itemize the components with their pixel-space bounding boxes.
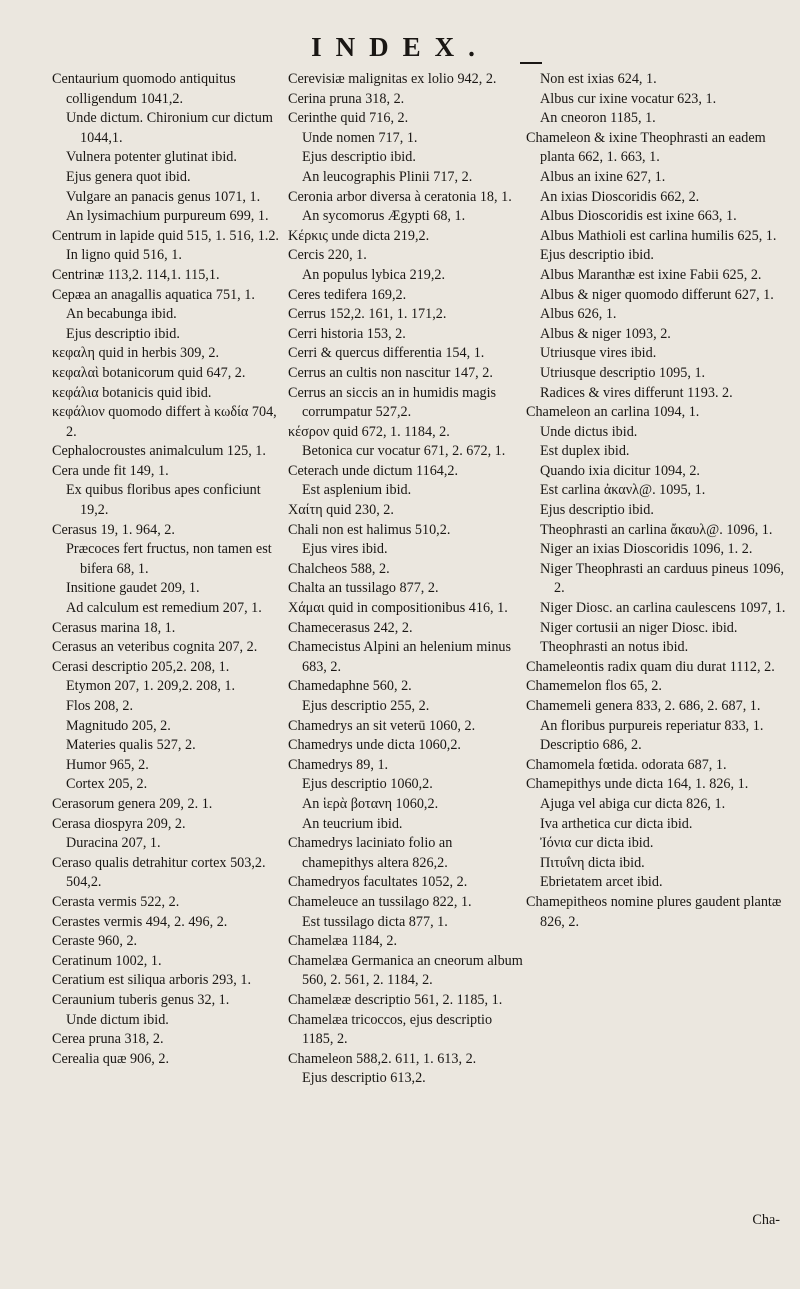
index-subentry: Ejus descriptio 1060,2. bbox=[302, 776, 433, 793]
index-entry: Chameleontis radix quam diu durat 1112, 2. bbox=[526, 658, 775, 675]
index-subentry: Ad calculum est remedium 207, 1. bbox=[66, 600, 262, 617]
index-entry: κεφαλη quid in herbis 309, 2. bbox=[52, 345, 220, 362]
index-entry: Cepæa an anagallis aquatica 751, 1. bbox=[52, 286, 255, 303]
index-entry: Ceraste 960, 2. bbox=[52, 933, 138, 950]
index-subentry: Albus 626, 1. bbox=[540, 306, 617, 323]
index-subentry: Quando ixia dicitur 1094, 2. bbox=[540, 462, 700, 479]
index-subentry: Materies qualis 527, 2. bbox=[66, 737, 196, 754]
index-subentry: Humor 965, 2. bbox=[66, 756, 149, 773]
index-subentry: Radices & vires differunt 1193. 2. bbox=[540, 384, 733, 401]
index-entry: Cerasi descriptio 205,2. 208, 1. bbox=[52, 658, 230, 675]
index-entry: Chamelæa Germanica an cneorum album 560, 2. 561, 2. 1184, 2. bbox=[288, 952, 523, 989]
index-subentry: Utriusque vires ibid. bbox=[540, 345, 657, 362]
index-subentry: Albus Maranthæ est ixine Fabii 625, 2. bbox=[540, 266, 762, 283]
index-entry: Chameleon & ixine Theophrasti an eadem planta 662, 1. 663, 1. bbox=[526, 129, 766, 166]
index-subentry: Albus cur ixine vocatur 623, 1. bbox=[540, 90, 717, 107]
index-entry: Cerri historia 153, 2. bbox=[288, 325, 406, 342]
index-entry: Cephalocroustes animalculum 125, 1. bbox=[52, 443, 266, 460]
index-entry: Ceraunium tuberis genus 32, 1. bbox=[52, 991, 230, 1008]
index-subentry: An cneoron 1185, 1. bbox=[540, 110, 656, 127]
title-rule bbox=[520, 62, 542, 64]
index-subentry: Ejus descriptio ibid. bbox=[540, 502, 654, 519]
index-entry: Chali non est halimus 510,2. bbox=[288, 521, 451, 538]
index-entry: Cerasus marina 18, 1. bbox=[52, 619, 176, 636]
index-entry: Cerina pruna 318, 2. bbox=[288, 90, 405, 107]
index-subentry: Est asplenium ibid. bbox=[302, 482, 412, 499]
index-entry: Centrinæ 113,2. 114,1. 115,1. bbox=[52, 266, 220, 283]
index-subentry: Unde nomen 717, 1. bbox=[302, 129, 418, 146]
index-subentry: Ejus descriptio ibid. bbox=[302, 149, 416, 166]
index-entry: Chamedrys unde dicta 1060,2. bbox=[288, 737, 461, 754]
index-entry: Ceraso qualis detrahitur cortex 503,2. 504,2. bbox=[52, 854, 266, 891]
index-subentry: An populus lybica 219,2. bbox=[302, 266, 446, 283]
index-entry: Cerrus an cultis non nascitur 147, 2. bbox=[288, 364, 493, 381]
index-subentry: Ejus vires ibid. bbox=[302, 541, 388, 558]
index-entry: Chamedryos facultates 1052, 2. bbox=[288, 874, 468, 891]
index-subentry: Cortex 205, 2. bbox=[66, 776, 148, 793]
index-subentry: Insitione gaudet 209, 1. bbox=[66, 580, 200, 597]
index-entry: Ceratium est siliqua arboris 293, 1. bbox=[52, 972, 251, 989]
index-entry: Cerasa diospyra 209, 2. bbox=[52, 815, 186, 832]
index-entry: Cerasus an veteribus cognita 207, 2. bbox=[52, 639, 258, 656]
index-subentry: Albus & niger 1093, 2. bbox=[540, 325, 671, 342]
index-entry: Centrum in lapide quid 515, 1. 516, 1.2. bbox=[52, 227, 279, 244]
index-subentry: Est duplex ibid. bbox=[540, 443, 630, 460]
index-subentry: Unde dictum ibid. bbox=[66, 1011, 169, 1028]
index-entry: Cerasorum genera 209, 2. 1. bbox=[52, 795, 213, 812]
index-entry: Chamedrys laciniato folio an chamepithys altera 826,2. bbox=[288, 835, 453, 871]
index-subentry: Ex quibus floribus apes conficiunt 19,2. bbox=[66, 482, 261, 519]
index-subentry: An floribus purpureis reperiatur 833, 1. bbox=[540, 717, 764, 734]
index-subentry: Est tussilago dicta 877, 1. bbox=[302, 913, 448, 930]
index-subentry: Etymon 207, 1. 209,2. 208, 1. bbox=[66, 678, 236, 695]
index-subentry: An teucrium ibid. bbox=[302, 815, 403, 832]
index-entry: Cera unde fit 149, 1. bbox=[52, 462, 169, 479]
index-entry: κεφάλιον quomodo differt à κωδία 704, 2. bbox=[52, 404, 277, 440]
index-column-1 bbox=[52, 70, 288, 1240]
index-entry: Chamelæa 1184, 2. bbox=[288, 933, 398, 950]
index-subentry: Ajuga vel abiga cur dicta 826, 1. bbox=[540, 795, 726, 812]
index-entry: Ceterach unde dictum 1164,2. bbox=[288, 462, 459, 479]
index-subentry: Duracina 207, 1. bbox=[66, 835, 161, 852]
index-subentry: Niger Diosc. an carlina caulescens 1097, 1. bbox=[540, 600, 786, 617]
index-entry: Cerrus an siccis an in humidis magis corrumpatur 527,2. bbox=[288, 384, 497, 421]
index-entry: κεφάλια botanicis quid ibid. bbox=[52, 384, 212, 401]
index-entry: Chamecistus Alpini an helenium minus 683, 2. bbox=[288, 639, 512, 675]
index-subentry: Ebrietatem arcet ibid. bbox=[540, 874, 663, 891]
index-entry: Chamedaphne 560, 2. bbox=[288, 678, 412, 695]
index-subentry: Albus an ixine 627, 1. bbox=[540, 168, 666, 185]
index-subentry: Theophrasti an notus ibid. bbox=[540, 639, 689, 656]
index-subentry: Niger cortusii an niger Diosc. ibid. bbox=[540, 619, 738, 636]
index-subentry: Unde dictus ibid. bbox=[540, 423, 638, 440]
index-subentry: Albus Dioscoridis est ixine 663, 1. bbox=[540, 208, 737, 225]
index-subentry: Albus & niger quomodo differunt 627, 1. bbox=[540, 286, 774, 303]
catchword: Cha- bbox=[752, 1212, 780, 1228]
index-subentry: Descriptio 686, 2. bbox=[540, 737, 642, 754]
index-entry: Cerrus 152,2. 161, 1. 171,2. bbox=[288, 306, 447, 323]
index-entry: Κέρκις unde dicta 219,2. bbox=[288, 227, 430, 244]
index-entry: Cerastes vermis 494, 2. 496, 2. bbox=[52, 913, 228, 930]
index-subentry: Flos 208, 2. bbox=[66, 698, 134, 714]
index-subentry: An lysimachium purpureum 699, 1. bbox=[66, 208, 269, 225]
index-entry: Chamepitheos nomine plures gaudent plantæ 826, 2. bbox=[526, 893, 782, 930]
index-entry: Chamelææ descriptio 561, 2. 1185, 1. bbox=[288, 991, 503, 1008]
index-column-3 bbox=[526, 70, 790, 1240]
index-entry: Chalta an tussilago 877, 2. bbox=[288, 580, 439, 597]
index-subentry: An sycomorus Ægypti 68, 1. bbox=[302, 208, 466, 225]
index-entry: Chamomela fœtida. odorata 687, 1. bbox=[526, 756, 727, 773]
index-entry: Cerealia quæ 906, 2. bbox=[52, 1050, 170, 1067]
index-entry: Cercis 220, 1. bbox=[288, 247, 367, 264]
index-subentry: Est carlina ἀκανλ@. 1095, 1. bbox=[540, 482, 706, 499]
index-column-2 bbox=[288, 70, 524, 1240]
index-entry: Chameleon an carlina 1094, 1. bbox=[526, 404, 700, 421]
index-entry: Ceronia arbor diversa à ceratonia 18, 1. bbox=[288, 188, 512, 205]
index-entry: Chalcheos 588, 2. bbox=[288, 560, 390, 577]
index-subentry: Vulgare an panacis genus 1071, 1. bbox=[66, 188, 261, 205]
index-subentry: Niger an ixias Dioscoridis 1096, 1. 2. bbox=[540, 541, 753, 558]
index-entry: Chamedrys 89, 1. bbox=[288, 756, 389, 773]
index-entry: κεφαλαὶ botanicorum quid 647, 2. bbox=[52, 364, 246, 381]
index-subentry: Niger Theophrasti an carduus pineus 1096, 2. bbox=[540, 560, 785, 597]
index-entry: Chameleon 588,2. 611, 1. 613, 2. bbox=[288, 1050, 477, 1067]
index-entry: Cerasta vermis 522, 2. bbox=[52, 893, 180, 910]
index-entry: Cerevisiæ malignitas ex lolio 942, 2. bbox=[288, 71, 497, 87]
index-entry: Cerea pruna 318, 2. bbox=[52, 1031, 164, 1048]
index-subentry: Iva arthetica cur dicta ibid. bbox=[540, 815, 693, 832]
index-entry: Χάμαι quid in compositionibus 416, 1. bbox=[288, 600, 508, 617]
index-subentry: Πιτυΐνη dicta ibid. bbox=[540, 854, 645, 871]
index-entry: Chamedrys an sit veterū 1060, 2. bbox=[288, 717, 476, 734]
index-subentry: Ejus genera quot ibid. bbox=[66, 168, 191, 185]
index-entry: Cerasus 19, 1. 964, 2. bbox=[52, 521, 175, 538]
index-entry: Cerinthe quid 716, 2. bbox=[288, 110, 409, 127]
index-entry: Ceratinum 1002, 1. bbox=[52, 952, 162, 969]
index-entry: Chamepithys unde dicta 164, 1. 826, 1. bbox=[526, 776, 749, 793]
page-title: INDEX. bbox=[311, 32, 489, 62]
index-entry: κέσρον quid 672, 1. 1184, 2. bbox=[288, 423, 450, 440]
index-subentry: Utriusque descriptio 1095, 1. bbox=[540, 364, 706, 381]
index-subentry: Ejus descriptio 613,2. bbox=[302, 1070, 426, 1087]
index-entry: Centaurium quomodo antiquitus colligendum 1041,2. bbox=[52, 71, 236, 107]
index-subentry: An ixias Dioscoridis 662, 2. bbox=[540, 188, 700, 205]
index-entry: Chamemeli genera 833, 2. 686, 2. 687, 1. bbox=[526, 698, 761, 714]
index-entry: Chameleuce an tussilago 822, 1. bbox=[288, 893, 472, 910]
index-entry: Chamemelon flos 65, 2. bbox=[526, 678, 662, 695]
index-subentry: Theophrasti an carlina ἄκαυλ@. 1096, 1. bbox=[540, 521, 773, 538]
index-entry: Χαίτη quid 230, 2. bbox=[288, 502, 394, 519]
index-subentry: Præcoces fert fructus, non tamen est bifera 68, 1. bbox=[66, 541, 272, 577]
index-subentry: Vulnera potenter glutinat ibid. bbox=[66, 149, 237, 166]
index-subentry: Unde dictum. Chironium cur dictum 1044,1. bbox=[66, 110, 273, 146]
index-subentry: Betonica cur vocatur 671, 2. 672, 1. bbox=[302, 443, 506, 460]
index-subentry: In ligno quid 516, 1. bbox=[66, 247, 182, 264]
index-subentry: Ejus descriptio ibid. bbox=[540, 247, 654, 264]
index-subentry: Magnitudo 205, 2. bbox=[66, 717, 171, 734]
index-subentry: Albus Mathioli est carlina humilis 625, 1. bbox=[540, 227, 777, 244]
index-subentry: Ejus descriptio ibid. bbox=[66, 325, 180, 342]
index-subentry: An leucographis Plinii 717, 2. bbox=[302, 168, 473, 185]
index-entry: Cerri & quercus differentia 154, 1. bbox=[288, 345, 485, 362]
index-subentry: An ἱερὰ βοτανη 1060,2. bbox=[302, 795, 439, 812]
index-entry: Chamecerasus 242, 2. bbox=[288, 619, 413, 636]
index-subentry: Ἰόνια cur dicta ibid. bbox=[540, 835, 654, 852]
index-entry: Ceres tedifera 169,2. bbox=[288, 286, 407, 303]
index-subentry: Non est ixias 624, 1. bbox=[540, 71, 657, 87]
index-subentry: An becabunga ibid. bbox=[66, 306, 177, 323]
index-subentry: Ejus descriptio 255, 2. bbox=[302, 698, 430, 714]
index-entry: Chamelæa tricoccos, ejus descriptio 1185, 2. bbox=[288, 1011, 493, 1048]
